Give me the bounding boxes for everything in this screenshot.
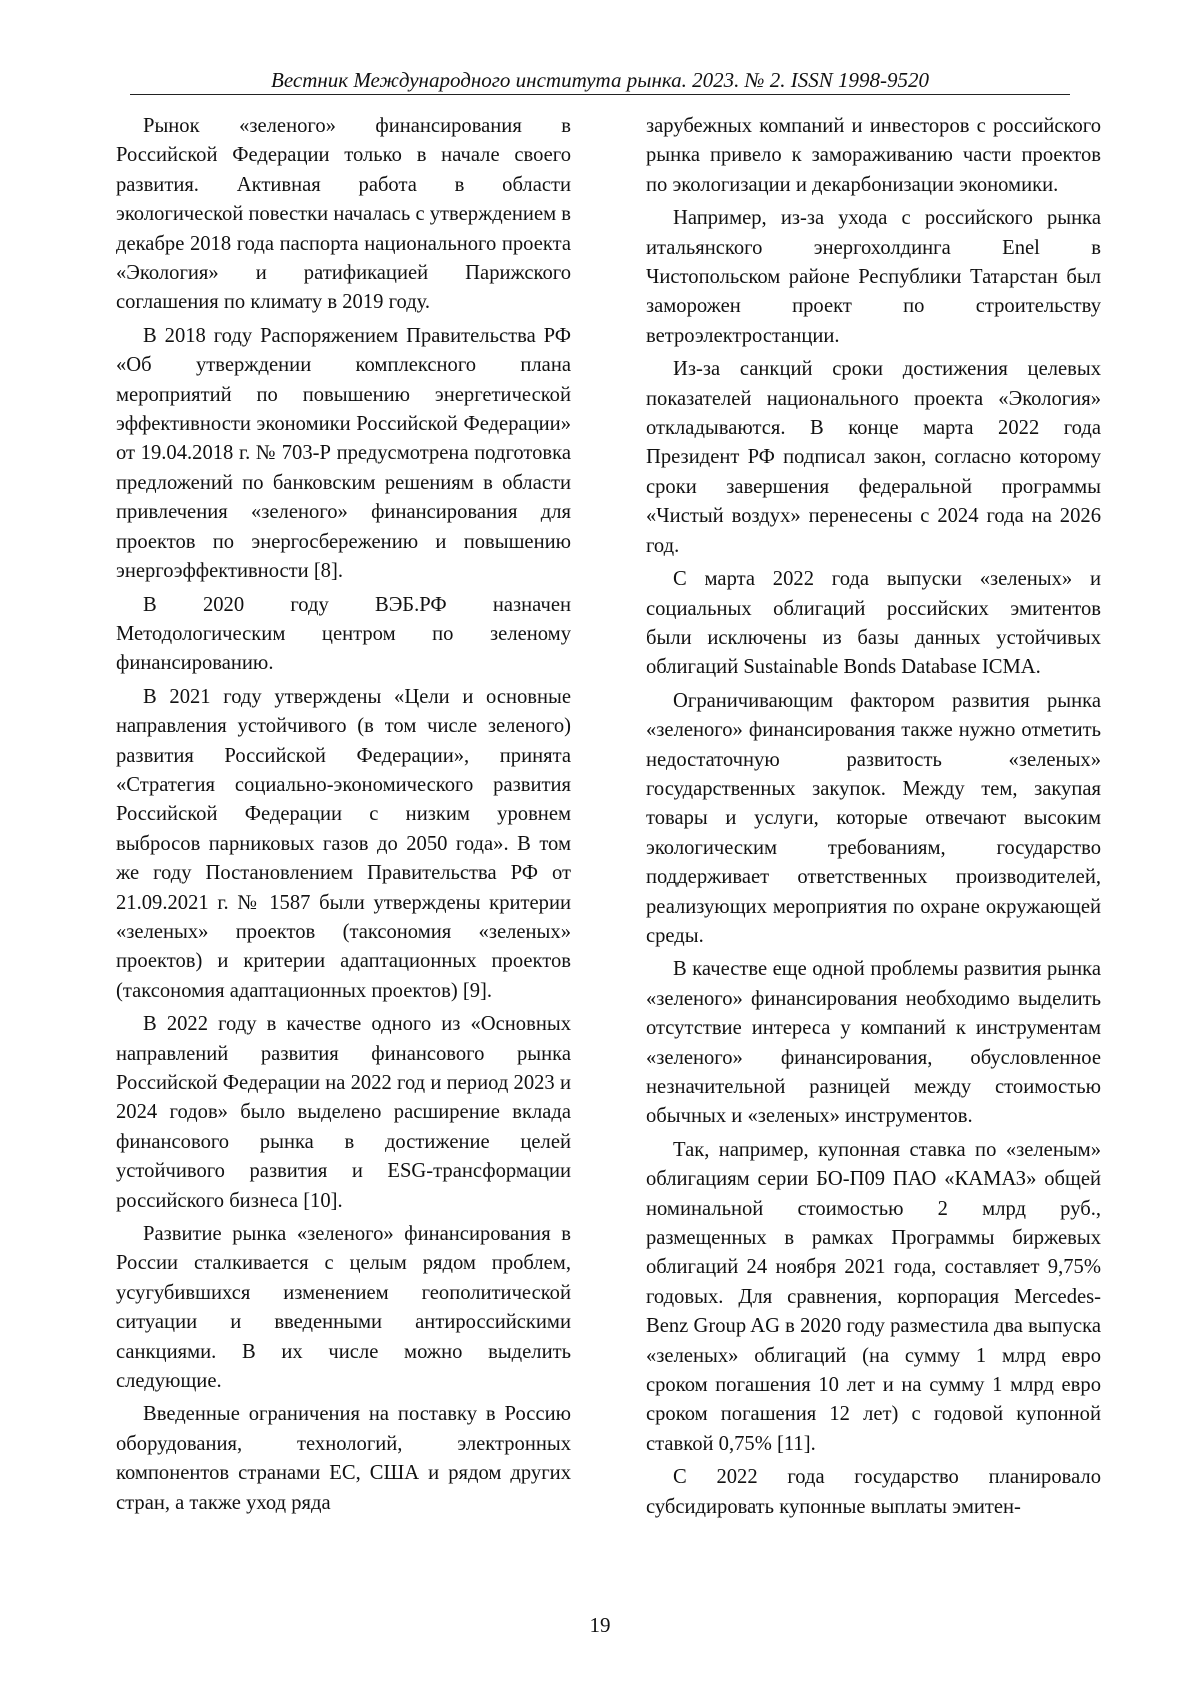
paragraph: Ограничивающим фактором развития рынка «зеленого» финансирования также нужно отметить недостаточную развитость «зеленых» государственных закупок. Между тем, закупая товары и услуги, которые отвечают высоким экологическим требованиям, государство поддерживает ответственных производителей, реализующих мероприятия по охране окружающей среды. — [646, 689, 1101, 947]
paragraph: В 2022 году в качестве одного из «Основных направлений развития финансового рынка Российской Федерации на 2022 год и период 2023 и 2024 годов» было выделено расширение вклада финансового рынка в достижение целей устойчивого развития и ESG-трансформации российского бизнеса [10]. — [116, 1013, 571, 1212]
paragraph: Рынок «зеленого» финансирования в Российской Федерации только в начале своего развития. Активная работа в области экологической повестки началась с утверждением в декабре 2018 года паспорта национального проекта «Экология» и ратификацией Парижского соглашения по климату в 2019 году. — [116, 115, 572, 314]
paragraph: В 2018 году Распоряжением Правительства РФ «Об утверждении комплексного плана мероприятий по повышению энергетической эффективности экономики Российской Федерации» от 19.04.2018 г. № 703-Р предусмотрена подготовка предложений по банковским решениям в области привлечения «зеленого» финансирования для проектов по энергосбережению и повышению энергоэффективности [8]. — [116, 324, 571, 583]
paragraph: Введенные ограничения на поставку в Россию оборудования, технологий, электронных компонентов странами ЕС, США и рядом других стран, а также уход ряда — [116, 1403, 571, 1514]
paragraph: Например, из-за ухода с российского рынка итальянского энергохолдинга Enel в Чистопольском районе Республики Татарстан был заморожен проект по строительству ветроэлектростанции. — [646, 207, 1101, 347]
left-column — [116, 112, 571, 1522]
paragraph: В 2021 году утверждены «Цели и основные направления устойчивого (в том числе зеленого) развития Российской Федерации», принята «Стратегия социально-экономического развития Российской Федерации с низким уровнем выбросов парниковых газов до 2050 года». В том же году Постановлением Правительства РФ от 21.09.2021 г. № 1587 были утверждены критерии «зеленых» проектов (таксономия «зеленых» проектов) и критерии адаптационных проектов (таксономия адаптационных проектов) [9]. — [116, 685, 571, 1002]
running-header: Вестник Международного института рынка. 2023. № 2. ISSN 1998-9520 — [130, 68, 1070, 95]
paragraph: С 2022 года государство планировало субсидировать купонные выплаты эмитен- — [646, 1466, 1101, 1518]
paragraph: С марта 2022 года выпуски «зеленых» и социальных облигаций российских эмитентов были исключены из базы данных устойчивых облигаций Sustainable Bonds Database ICMA. — [646, 568, 1101, 679]
paragraph: Развитие рынка «зеленого» финансирования в России сталкивается с целым рядом проблем, усугубившихся изменением геополитической ситуации и введенными антироссийскими санкциями. В их числе можно выделить следующие. — [116, 1223, 571, 1393]
paragraph: Так, например, купонная ставка по «зеленым» облигациям серии БО-П09 ПАО «КАМАЗ» общей номинальной стоимостью 2 млрд руб., размещенных в рамках Программы биржевых облигаций 24 ноября 2021 года, составляет 9,75% годовых. Для сравнения, корпорация Mercedes-Benz Group AG в 2020 году разместила два выпуска «зеленых» облигаций (на сумму 1 млрд евро сроком погашения 10 лет и на сумму 1 млрд евро сроком погашения 12 лет) с годовой купонной ставкой 0,75% [11]. — [646, 1138, 1101, 1455]
paragraph-continuation: зарубежных компаний и инвесторов с российского рынка привело к замораживанию части проектов по экологизации и декарбонизации экономики. — [646, 115, 1101, 196]
page-number: 19 — [589, 1613, 611, 1637]
paragraph: Из-за санкций сроки достижения целевых показателей национального проекта «Экология» откладываются. В конце марта 2022 года Президент РФ подписал закон, согласно которому сроки завершения федеральной программы «Чистый воздух» перенесены с 2024 года на 2026 год. — [646, 358, 1101, 557]
paragraph: В 2020 году ВЭБ.РФ назначен Методологическим центром по зеленому финансированию. — [116, 593, 571, 675]
right-column — [646, 112, 1101, 1526]
paragraph: В качестве еще одной проблемы развития рынка «зеленого» финансирования необходимо выделить отсутствие интереса у компаний к инструментам «зеленого» финансирования, обусловленное незначительной разницей между стоимостью обычных и «зеленых» инструментов. — [646, 958, 1101, 1128]
